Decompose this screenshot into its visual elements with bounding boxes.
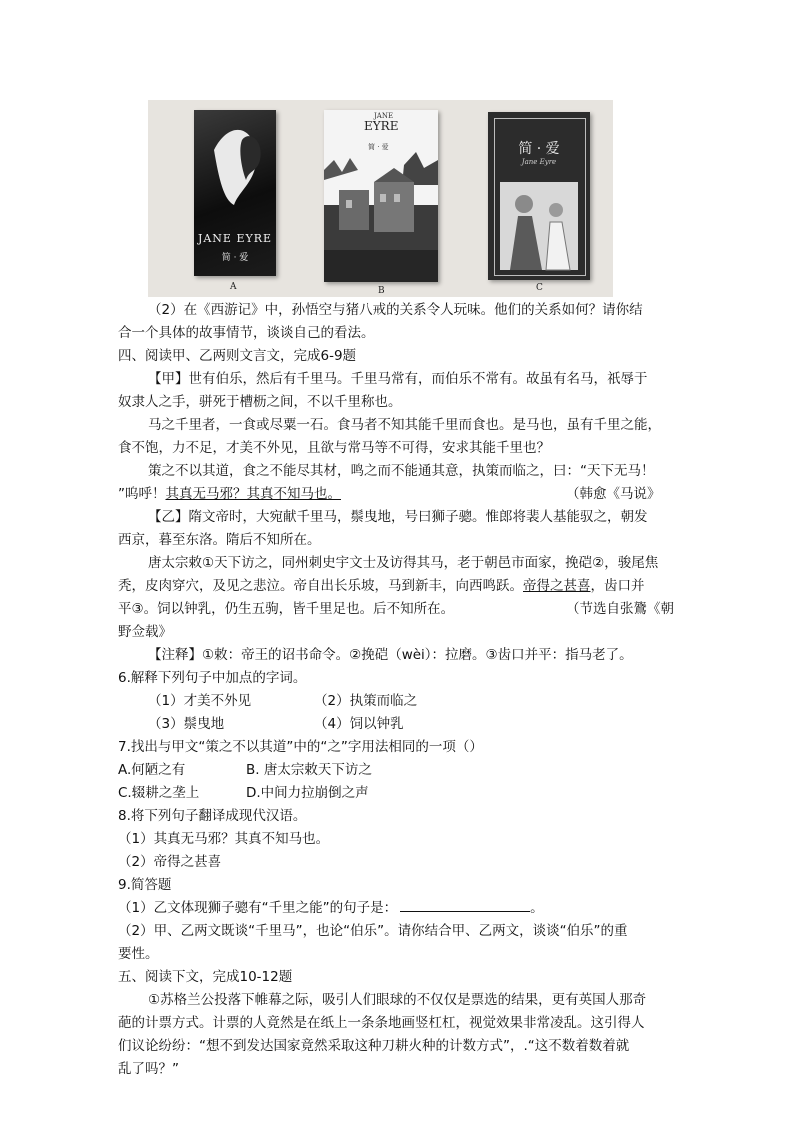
passage-jia-line6 xyxy=(118,484,341,504)
annotation-notes: 【注释】①敕：帝王的诏书命令。②挽硙（wèi）：拉磨。③齿口并平：指马老了。 xyxy=(148,647,633,663)
passage-yi-line1: 【乙】隋文帝时，大宛献千里马，鬃曳地，号曰狮子骢。惟郎将裴人基能驭之，朝发 xyxy=(148,509,648,525)
passage-five-line1: ①苏格兰公投落下帷幕之际，吸引人们眼球的不仅仅是票选的结果，更有英国人那奇 xyxy=(148,992,647,1008)
source-mashuo: （韩愈《马说》 xyxy=(566,486,661,502)
caption-b: B xyxy=(378,286,385,296)
passage-jia-line5: 策之不以其道，食之不能尽其材，鸣之而不能通其意，执策而临之，曰：“天下无马！ xyxy=(148,463,655,479)
question-8-item2: （2）帝得之甚喜 xyxy=(118,854,222,870)
question-xiyouji-line1: （2）在《西游记》中，孙悟空与猪八戒的关系令人玩味。他们的关系如何？请你结 xyxy=(148,302,643,318)
passage-yi-line4-post: ，齿口并 xyxy=(590,578,645,594)
book-a-title: JANE EYRE xyxy=(197,232,273,245)
question-6-item1: （1）才美不外见 xyxy=(148,693,252,709)
manor-illustration xyxy=(324,110,438,282)
option-a: A.何陋之有 xyxy=(118,762,186,778)
option-d: D.中间力拉崩倒之声 xyxy=(246,785,369,801)
book-cover-a xyxy=(194,110,276,276)
question-9-item1 xyxy=(118,898,544,918)
question-6-item3: （3）鬃曳地 xyxy=(148,716,225,732)
question-9-item2-line2: 要性。 xyxy=(118,946,159,962)
source-chaoye-1: （节选自张鷟《朝 xyxy=(566,601,674,617)
source-chaoye-2: 野佥载》 xyxy=(118,624,172,640)
passage-yi-line4 xyxy=(118,576,645,596)
book-b-series: JANE xyxy=(374,112,394,120)
option-c: C.辍耕之垄上 xyxy=(118,785,200,801)
question-9-item2-line1: （2）甲、乙两文既谈“千里马”，也论“伯乐”。请你结合甲、乙两文，谈谈“伯乐”的重 xyxy=(118,923,628,939)
passage-jia-line1: 【甲】世有伯乐，然后有千里马。千里马常有，而伯乐不常有。故虽有名马，祇辱于 xyxy=(148,371,648,387)
answer-blank[interactable] xyxy=(400,898,530,912)
caption-c: C xyxy=(536,283,543,293)
question-6-item2: （2）执策而临之 xyxy=(314,693,418,709)
question-6-item4: （4）饲以钟乳 xyxy=(314,716,404,732)
question-7: 7.找出与甲文“策之不以其道”中的“之”字用法相同的一项（） xyxy=(118,739,483,755)
passage-jia-line4: 食不饱，力不足，才美不外见，且欲与常马等不可得，安求其能千里也？ xyxy=(118,440,550,456)
underlined-sentence-yi: 帝得之甚喜 xyxy=(523,578,591,594)
question-8-item1: （1）其真无马邪？其真不知马也。 xyxy=(118,831,330,847)
passage-five-line4: 乱了吗？” xyxy=(118,1061,179,1077)
book-c-subtitle: Jane Eyre xyxy=(521,158,557,166)
figures-illustration xyxy=(488,112,590,280)
passage-yi-line2: 西京，暮至东洛。隋后不知所在。 xyxy=(118,532,321,548)
passage-yi-line5: 平③。饲以钟乳，仍生五驹，皆千里足也。后不知所在。 xyxy=(118,601,455,617)
question-xiyouji-line2: 合一个具体的故事情节，谈谈自己的看法。 xyxy=(118,325,375,341)
passage-five-line3: 们议论纷纷：“想不到发达国家竟然采取这种刀耕火种的计数方式”，.“这不数着数着就 xyxy=(118,1038,630,1054)
book-c-cn-title: 简 · 爱 xyxy=(518,141,560,157)
section-four-heading: 四、阅读甲、乙两则文言文，完成6-9题 xyxy=(118,348,357,364)
question-9: 9.简答题 xyxy=(118,877,172,893)
book-cover-c xyxy=(488,112,590,280)
passage-jia-line2: 奴隶人之手，骈死于槽枥之间，不以千里称也。 xyxy=(118,394,402,410)
question-9-item1-text: （1）乙文体现狮子骢有“千里之能”的句子是： xyxy=(118,900,398,916)
question-8: 8.将下列句子翻译成现代汉语。 xyxy=(118,808,307,824)
section-five-heading: 五、阅读下文，完成10-12题 xyxy=(118,969,293,985)
book-b-title: EYRE xyxy=(364,119,399,133)
book-covers-photo xyxy=(148,100,613,297)
book-b-cn-title: 简 · 爱 xyxy=(368,143,389,151)
passage-jia-line6-pre: ”呜呼！ xyxy=(118,486,166,502)
caption-a: A xyxy=(230,282,237,292)
passage-yi-line4-pre: 秃，皮肉穿穴，及见之悲泣。帝自出长乐坡，马到新丰，向西鸣跃。 xyxy=(118,578,523,594)
passage-yi-line3: 唐太宗敕①天下访之，同州刺史宇文士及访得其马，老于朝邑市面家，挽硙②，骏尾焦 xyxy=(148,555,659,571)
book-a-cn-title: 简 · 爱 xyxy=(221,253,249,263)
question-6: 6.解释下列句子中加点的字词。 xyxy=(118,670,307,686)
option-b: B. 唐太宗敕天下访之 xyxy=(246,762,372,778)
question-9-item1-end: 。 xyxy=(530,900,544,916)
book-cover-b xyxy=(324,110,438,282)
underlined-sentence-jia: 其真无马邪？其真不知马也。 xyxy=(165,486,341,502)
passage-jia-line3: 马之千里者，一食或尽粟一石。食马者不知其能千里而食也。是马也，虽有千里之能， xyxy=(148,417,661,433)
passage-five-line2: 葩的计票方式。计票的人竟然是在纸上一条条地画竖杠杠，视觉效果非常凌乱。这引得人 xyxy=(118,1015,645,1031)
